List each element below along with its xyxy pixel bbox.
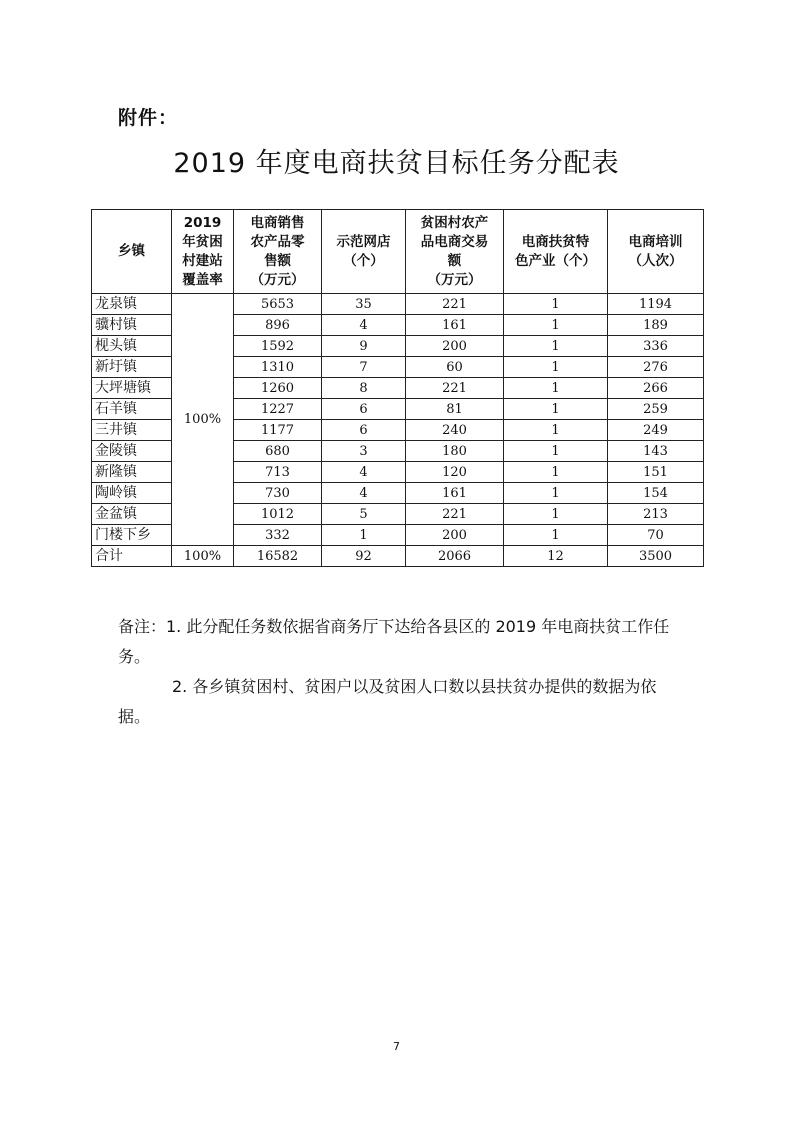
cell-trade: 221 [406,378,504,399]
cell-trade: 161 [406,315,504,336]
cell-sales: 5653 [234,294,322,315]
cell-town: 陶岭镇 [92,483,172,504]
cell-industry: 1 [504,294,608,315]
cell-training: 70 [608,525,704,546]
cell-industry: 1 [504,525,608,546]
note-2: 2. 各乡镇贫困村、贫困户以及贫困人口数以县扶贫办提供的数据为依据。 [118,677,657,726]
cell-industry: 1 [504,399,608,420]
total-trade: 2066 [406,546,504,567]
cell-training: 1194 [608,294,704,315]
cell-shops: 5 [322,504,406,525]
cell-training: 213 [608,504,704,525]
cell-industry: 1 [504,336,608,357]
total-industry: 12 [504,546,608,567]
total-town: 合计 [92,546,172,567]
cell-town: 枧头镇 [92,336,172,357]
cell-trade: 240 [406,420,504,441]
cell-sales: 680 [234,441,322,462]
cell-training: 154 [608,483,704,504]
header-sales: 电商销售 农产品零 售额 （万元） [234,210,322,294]
cell-town: 新隆镇 [92,462,172,483]
header-industry: 电商扶贫特 色产业（个） [504,210,608,294]
cell-town: 龙泉镇 [92,294,172,315]
cell-trade: 221 [406,294,504,315]
cell-sales: 896 [234,315,322,336]
allocation-table [91,209,704,567]
cell-town: 新圩镇 [92,357,172,378]
cell-industry: 1 [504,357,608,378]
note-1: 备注：1. 此分配任务数依据省商务厅下达给各县区的 2019 年电商扶贫工作任务。 [118,617,670,666]
table-total-row [92,546,704,567]
table-row [92,294,704,315]
cell-trade: 60 [406,357,504,378]
cell-sales: 1310 [234,357,322,378]
cell-trade: 120 [406,462,504,483]
header-coverage: 2019 年贫困 村建站 覆盖率 [172,210,234,294]
cell-training: 266 [608,378,704,399]
header-training: 电商培训 （人次） [608,210,704,294]
cell-industry: 1 [504,420,608,441]
cell-industry: 1 [504,441,608,462]
cell-industry: 1 [504,462,608,483]
cell-trade: 81 [406,399,504,420]
cell-trade: 180 [406,441,504,462]
cell-sales: 1012 [234,504,322,525]
cell-town: 金陵镇 [92,441,172,462]
header-trade: 贫困村农产 品电商交易 额 （万元） [406,210,504,294]
cell-shops: 6 [322,399,406,420]
header-shops: 示范网店 （个） [322,210,406,294]
cell-sales: 1177 [234,420,322,441]
header-town: 乡镇 [92,210,172,294]
cell-shops: 6 [322,420,406,441]
cell-town: 三井镇 [92,420,172,441]
cell-shops: 3 [322,441,406,462]
table-header-row [92,210,704,294]
total-shops: 92 [322,546,406,567]
total-coverage: 100% [172,546,234,567]
cell-sales: 730 [234,483,322,504]
document-title: 2019 年度电商扶贫目标任务分配表 [173,148,620,179]
cell-training: 189 [608,315,704,336]
cell-industry: 1 [504,483,608,504]
cell-shops: 4 [322,462,406,483]
cell-industry: 1 [504,378,608,399]
total-training: 3500 [608,546,704,567]
cell-trade: 200 [406,525,504,546]
cell-industry: 1 [504,504,608,525]
cell-shops: 4 [322,483,406,504]
cell-sales: 1227 [234,399,322,420]
cell-training: 336 [608,336,704,357]
cell-training: 276 [608,357,704,378]
cell-sales: 1592 [234,336,322,357]
cell-training: 249 [608,420,704,441]
cell-shops: 35 [322,294,406,315]
cell-shops: 1 [322,525,406,546]
cell-shops: 7 [322,357,406,378]
cell-trade: 221 [406,504,504,525]
cell-town: 大坪塘镇 [92,378,172,399]
cell-shops: 4 [322,315,406,336]
notes [118,612,678,732]
cell-sales: 713 [234,462,322,483]
cell-shops: 8 [322,378,406,399]
attachment-label: 附件： [118,107,179,129]
cell-training: 259 [608,399,704,420]
cell-town: 石羊镇 [92,399,172,420]
cell-town: 门楼下乡 [92,525,172,546]
cell-town: 金盆镇 [92,504,172,525]
cell-training: 143 [608,441,704,462]
cell-sales: 332 [234,525,322,546]
cell-coverage-merged: 100% [172,294,234,546]
cell-sales: 1260 [234,378,322,399]
cell-industry: 1 [504,315,608,336]
cell-trade: 161 [406,483,504,504]
page-number: 7 [393,1040,400,1053]
cell-town: 骥村镇 [92,315,172,336]
cell-trade: 200 [406,336,504,357]
total-sales: 16582 [234,546,322,567]
cell-shops: 9 [322,336,406,357]
cell-training: 151 [608,462,704,483]
